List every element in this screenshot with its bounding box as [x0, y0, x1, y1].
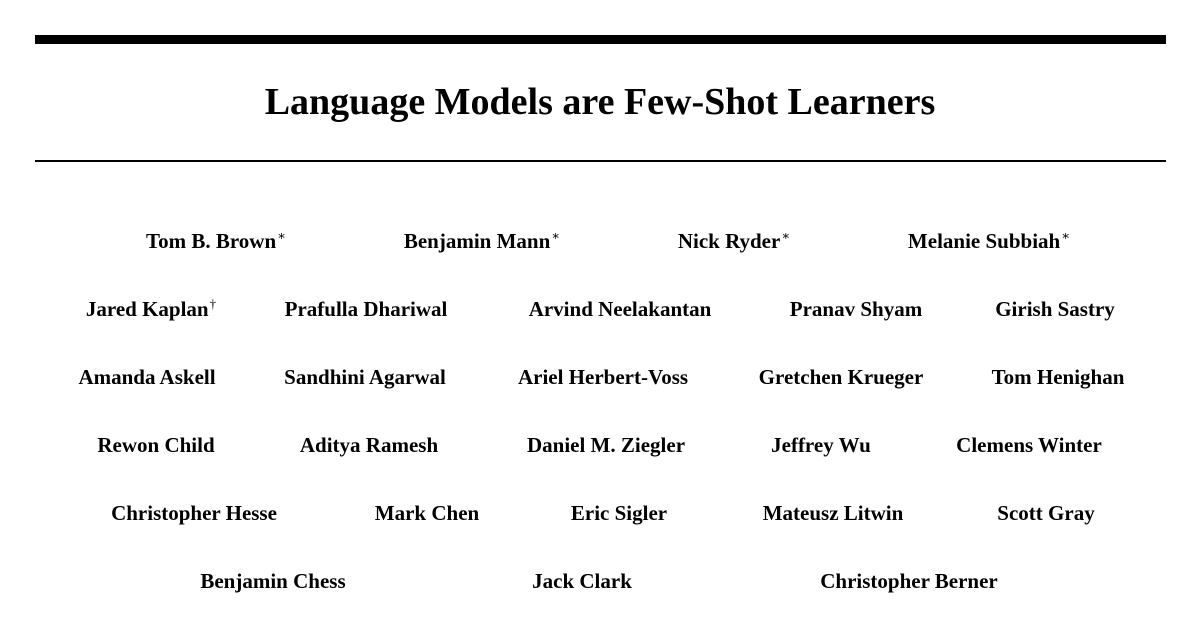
author-name: Arvind Neelakantan [528, 297, 712, 321]
author-name: Jack Clark [532, 569, 632, 593]
author-name: Ariel Herbert-Voss [517, 365, 689, 389]
author-name: Eric Sigler [570, 501, 668, 525]
author-mark: ∗ [277, 228, 286, 243]
author-name: Clemens Winter [956, 433, 1102, 457]
author-mark: ∗ [1061, 228, 1071, 243]
author-name: Nick Ryder∗ [677, 228, 791, 253]
author-row [0, 362, 1200, 430]
title-rule [35, 160, 1166, 162]
author-name: Scott Gray [997, 501, 1095, 525]
author-mark: ∗ [551, 228, 561, 243]
author-name: Christopher Hesse [111, 501, 277, 525]
author-row [0, 566, 1200, 634]
author-name: Tom B. Brown∗ [146, 228, 286, 253]
author-list [0, 226, 1200, 634]
author-mark: ∗ [781, 228, 791, 243]
author-row [0, 498, 1200, 566]
author-name: Aditya Ramesh [299, 433, 439, 457]
author-name: Jared Kaplan† [85, 296, 217, 321]
author-name: Rewon Child [97, 433, 215, 457]
author-row [0, 226, 1200, 294]
author-name: Gretchen Krueger [758, 365, 924, 389]
author-name: Girish Sastry [995, 297, 1115, 321]
author-name: Daniel M. Ziegler [526, 433, 686, 457]
author-name: Amanda Askell [78, 365, 216, 389]
author-name: Mark Chen [374, 501, 480, 525]
author-name: Sandhini Agarwal [284, 365, 446, 389]
top-rule [35, 35, 1166, 44]
author-name: Mateusz Litwin [762, 501, 904, 525]
author-row [0, 294, 1200, 362]
author-name: Benjamin Mann∗ [403, 228, 561, 253]
author-name: Pranav Shyam [789, 297, 923, 321]
author-name: Melanie Subbiah∗ [907, 228, 1071, 253]
author-mark: † [209, 296, 217, 311]
author-row [0, 430, 1200, 498]
author-name: Christopher Berner [820, 569, 998, 593]
paper-title: Language Models are Few-Shot Learners [264, 81, 936, 123]
author-name: Jeffrey Wu [771, 433, 871, 457]
author-name: Prafulla Dhariwal [284, 297, 448, 321]
author-name: Benjamin Chess [200, 569, 346, 593]
author-name: Tom Henighan [991, 365, 1125, 389]
